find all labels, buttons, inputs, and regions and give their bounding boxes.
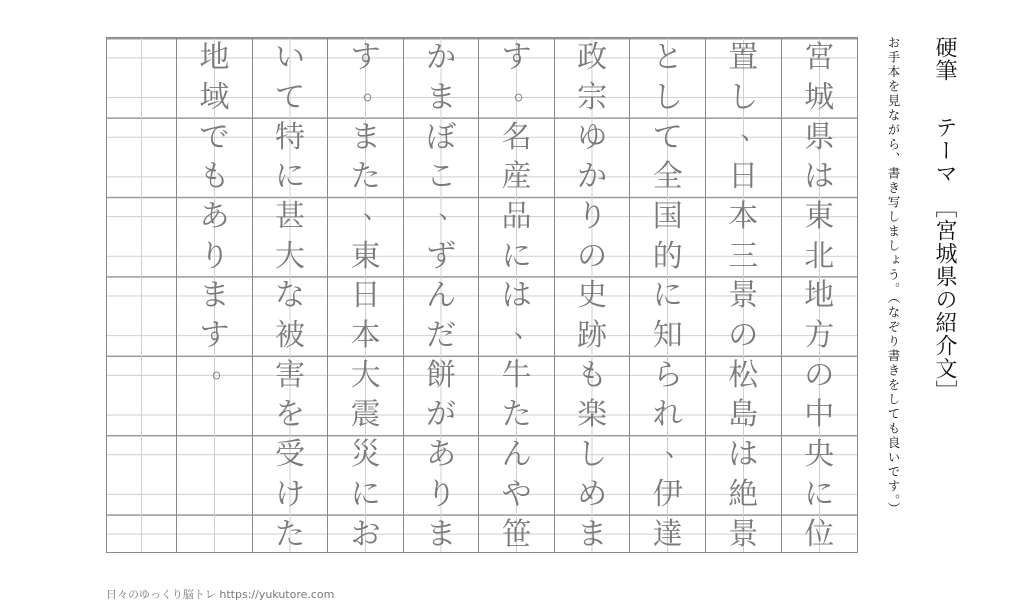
grid-character: に bbox=[350, 476, 381, 512]
grid-character: て bbox=[275, 79, 306, 115]
grid-column bbox=[630, 38, 706, 552]
theme-topic: ﹇宮城県の紹介文﹈ bbox=[932, 196, 957, 403]
grid-column bbox=[177, 38, 253, 552]
grid-character: 宮 bbox=[804, 39, 835, 75]
grid-character: 、 bbox=[513, 314, 540, 345]
grid-character: 大 bbox=[350, 357, 381, 393]
grid-column bbox=[253, 38, 329, 552]
grid-column bbox=[782, 38, 858, 552]
grid-character: 跡 bbox=[577, 318, 608, 354]
grid-character: 地 bbox=[804, 278, 835, 314]
grid-character: ま bbox=[426, 516, 457, 552]
grid-character: 楽 bbox=[577, 397, 608, 433]
grid-character: に bbox=[804, 476, 835, 512]
grid-character: ぼ bbox=[426, 119, 457, 155]
grid-character: 景 bbox=[728, 278, 759, 314]
grid-character: 、 bbox=[438, 195, 465, 226]
grid-character: 日 bbox=[350, 278, 381, 314]
grid-column bbox=[555, 38, 631, 552]
grid-character: 景 bbox=[728, 516, 759, 552]
grid-character: 日 bbox=[728, 159, 759, 195]
grid-character: 、 bbox=[664, 433, 691, 464]
grid-character: し bbox=[728, 79, 759, 115]
grid-character: 本 bbox=[350, 318, 381, 354]
grid-character: け bbox=[275, 476, 306, 512]
grid-character: 国 bbox=[652, 198, 683, 234]
grid-character: で bbox=[199, 119, 230, 155]
grid-character: の bbox=[728, 318, 759, 354]
grid-character: す bbox=[501, 39, 532, 75]
grid-character: ら bbox=[652, 357, 683, 393]
grid-character: 受 bbox=[275, 437, 306, 473]
grid-character: す bbox=[350, 39, 381, 75]
grid-character: は bbox=[804, 159, 835, 195]
grid-character: 。 bbox=[362, 76, 389, 106]
grid-character: す bbox=[199, 318, 230, 354]
grid-character: ず bbox=[426, 238, 457, 274]
grid-column bbox=[107, 38, 177, 552]
grid-character: 北 bbox=[804, 238, 835, 274]
grid-character: 城 bbox=[804, 79, 835, 115]
grid-character: 被 bbox=[275, 318, 306, 354]
grid-character: ゆ bbox=[577, 119, 608, 155]
grid-character: も bbox=[199, 159, 230, 195]
grid-character: な bbox=[275, 278, 306, 314]
grid-character: に bbox=[501, 238, 532, 274]
grid-character: し bbox=[652, 79, 683, 115]
grid-character: あ bbox=[426, 437, 457, 473]
grid-character: 産 bbox=[501, 159, 532, 195]
grid-character: 位 bbox=[804, 516, 835, 552]
grid-character: 餅 bbox=[426, 357, 457, 393]
grid-character: 東 bbox=[804, 198, 835, 234]
grid-character: 松 bbox=[728, 357, 759, 393]
grid-character: た bbox=[501, 397, 532, 433]
grid-column bbox=[404, 38, 480, 552]
grid-character: 央 bbox=[804, 437, 835, 473]
grid-character: 方 bbox=[804, 318, 835, 354]
grid-character: か bbox=[426, 39, 457, 75]
grid-character: ん bbox=[426, 278, 457, 314]
grid-character: 中 bbox=[804, 397, 835, 433]
grid-column bbox=[479, 38, 555, 552]
grid-character: ま bbox=[426, 79, 457, 115]
grid-character: て bbox=[652, 119, 683, 155]
grid-character: 災 bbox=[350, 437, 381, 473]
title-block bbox=[898, 36, 968, 556]
grid-character: 宗 bbox=[577, 79, 608, 115]
grid-character: 笹 bbox=[501, 516, 532, 552]
grid-character: か bbox=[577, 159, 608, 195]
grid-character: を bbox=[275, 397, 306, 433]
grid-character: 甚 bbox=[275, 198, 306, 234]
grid-character: 県 bbox=[804, 119, 835, 155]
grid-character: 絶 bbox=[728, 476, 759, 512]
grid-character: ま bbox=[199, 278, 230, 314]
grid-character: 。 bbox=[513, 76, 540, 106]
grid-character: た bbox=[350, 159, 381, 195]
grid-character: が bbox=[426, 397, 457, 433]
grid-character: 震 bbox=[350, 397, 381, 433]
grid-character: は bbox=[728, 437, 759, 473]
grid-character: 、 bbox=[740, 115, 767, 146]
grid-character: 本 bbox=[728, 198, 759, 234]
grid-character: 史 bbox=[577, 278, 608, 314]
grid-character: 政 bbox=[577, 39, 608, 75]
grid-character: や bbox=[501, 476, 532, 512]
grid-character: し bbox=[577, 437, 608, 473]
grid-character: 全 bbox=[652, 159, 683, 195]
grid-character: は bbox=[501, 278, 532, 314]
grid-character: り bbox=[577, 198, 608, 234]
grid-character: に bbox=[652, 278, 683, 314]
grid-character: に bbox=[275, 159, 306, 195]
grid-character: 的 bbox=[652, 238, 683, 274]
grid-character: お bbox=[350, 516, 381, 552]
grid-character: た bbox=[275, 516, 306, 552]
grid-character: い bbox=[275, 39, 306, 75]
theme-label: テーマ bbox=[932, 116, 957, 185]
grid-character: ま bbox=[350, 119, 381, 155]
grid-character: だ bbox=[426, 318, 457, 354]
grid-character: 。 bbox=[211, 353, 238, 384]
grid-character: 三 bbox=[728, 238, 759, 274]
grid-character: 特 bbox=[275, 119, 306, 155]
grid-character: の bbox=[804, 357, 835, 393]
grid-character: れ bbox=[652, 397, 683, 433]
footer-credit: 日々のゆっくり脳トレ https://yukutore.com bbox=[106, 588, 335, 601]
grid-column bbox=[328, 38, 404, 552]
grid-character: め bbox=[577, 476, 608, 512]
grid-character: 域 bbox=[199, 79, 230, 115]
grid-character: あ bbox=[199, 198, 230, 234]
grid-character: ん bbox=[501, 437, 532, 473]
grid-character: 地 bbox=[199, 39, 230, 75]
grid-character: り bbox=[199, 238, 230, 274]
grid-character: も bbox=[577, 357, 608, 393]
grid-character: 品 bbox=[501, 198, 532, 234]
grid-character: ま bbox=[577, 516, 608, 552]
grid-character: と bbox=[652, 39, 683, 75]
grid-character: の bbox=[577, 238, 608, 274]
writing-grid bbox=[106, 37, 858, 553]
grid-character: り bbox=[426, 476, 457, 512]
grid-character: 、 bbox=[362, 195, 389, 226]
grid-character: 達 bbox=[652, 516, 683, 552]
grid-character: 置 bbox=[728, 39, 759, 75]
grid-character: 名 bbox=[501, 119, 532, 155]
instruction-text: お手本を見ながら、書き写しましょう。（なぞり書きをしても良いです。） bbox=[886, 36, 901, 517]
grid-character: 東 bbox=[350, 238, 381, 274]
grid-character: 大 bbox=[275, 238, 306, 274]
grid-character: 害 bbox=[275, 357, 306, 393]
grid-character: 知 bbox=[652, 318, 683, 354]
worksheet-title: 硬筆 bbox=[932, 36, 957, 82]
grid-column bbox=[706, 38, 782, 552]
grid-character: こ bbox=[426, 159, 457, 195]
grid-character: 島 bbox=[728, 397, 759, 433]
grid-character: 牛 bbox=[501, 357, 532, 393]
grid-character: 伊 bbox=[652, 476, 683, 512]
